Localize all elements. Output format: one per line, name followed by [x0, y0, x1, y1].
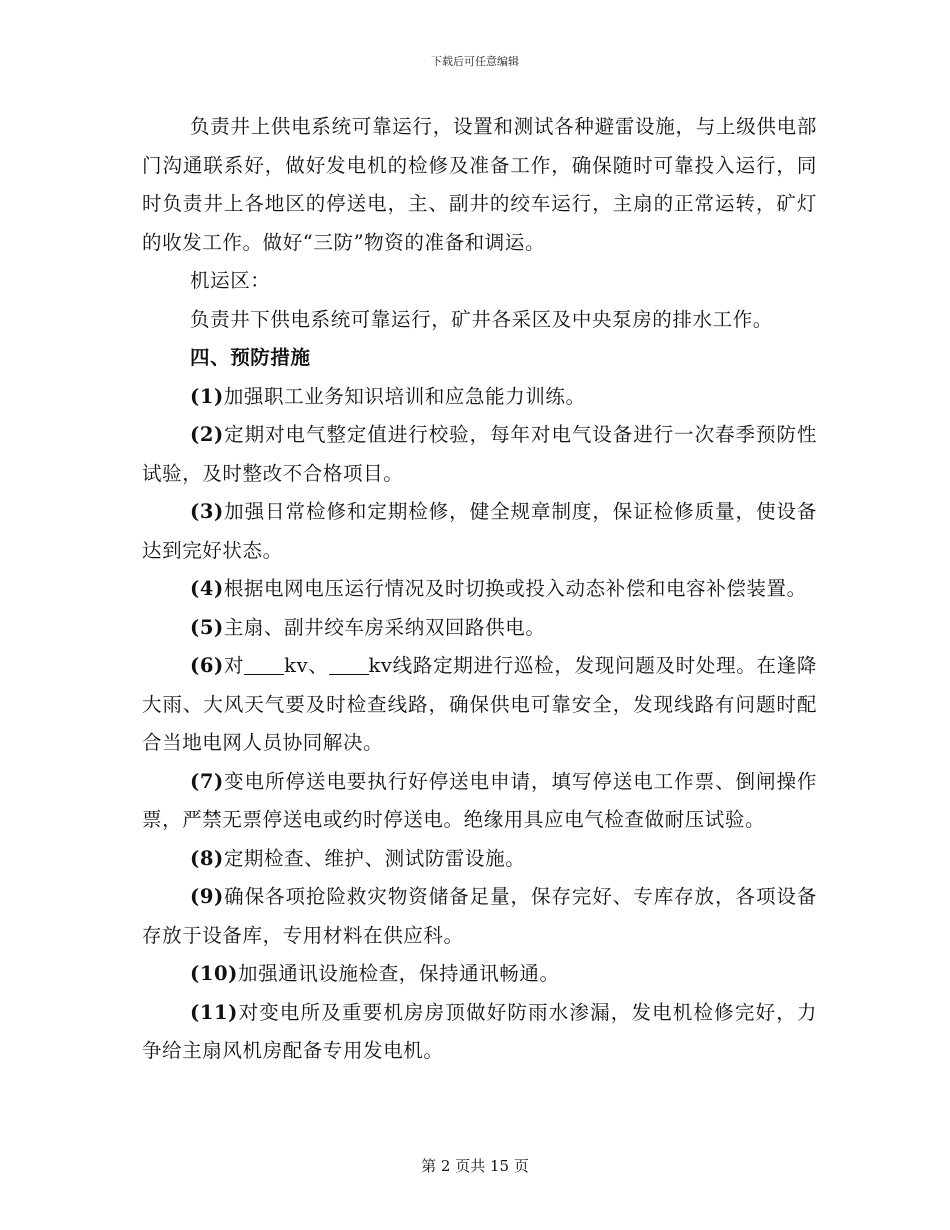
item-text: 加强通讯设施检查，保持通讯畅通。 [238, 962, 560, 985]
item-number: (1) [190, 384, 224, 408]
item-text: 对变电所及重要机房房顶做好防雨水渗漏，发电机检修完好，力争给主扇风机房配备专用发电机。 [142, 1000, 817, 1062]
item-number: (4) [190, 577, 224, 600]
item-number: (7) [190, 769, 224, 793]
unit-label: kv、 [284, 654, 329, 677]
list-item [142, 416, 817, 493]
list-item [142, 763, 817, 840]
item-text: 确保各项抢险救灾物资储备足量，保存完好、专库存放，各项设备存放于设备库，专用材料在供应科。 [142, 885, 817, 947]
item-text: 根据电网电压运行情况及时切换或投入动态补偿和电容补偿装置。 [223, 577, 807, 600]
item-number: (9) [190, 885, 224, 908]
page-header: 下载后可任意编辑 [431, 55, 519, 68]
paragraph-underground-power: 负责井下供电系统可靠运行，矿井各采区及中央泵房的排水工作。 [190, 307, 773, 331]
paragraph-surface-power: 负责井上供电系统可靠运行，设置和测试各种避雷设施，与上级供电部门沟通联系好，做好发电机的检修及准备工作，确保随时可靠投入运行，同时负责井上各地区的停送电，主、副井的绞车运行，主扇的正常运转，矿灯的收发工作。做好“三防”物资的准备和调运。 [142, 115, 817, 254]
item-text: 定期对电气整定值进行校验，每年对电气设备进行一次春季预防性试验，及时整改不合格项目。 [142, 423, 817, 485]
item-text: 加强职工业务知识培训和应急能力训练。 [223, 384, 586, 408]
item-text: 加强日常检修和定期检修，健全规章制度，保证检修质量，使设备达到完好状态。 [142, 500, 817, 562]
list-item [142, 878, 817, 955]
paragraph-section-label: 机运区： [190, 269, 271, 292]
item-text: 定期检查、维护、测试防雷设施。 [223, 846, 526, 870]
list-item [142, 955, 817, 994]
item-text: 线路定期进行巡检，发现问题及时处理。在逢降大雨、大风天气要及时检查线路，确保供电可靠安全，发现线路有问题时配合当地电网人员协同解决。 [142, 654, 817, 754]
item-text: 主扇、副井绞车房采纳双回路供电。 [223, 615, 546, 639]
document-body [142, 108, 817, 1071]
item-number: (8) [190, 846, 224, 870]
list-item [142, 994, 817, 1071]
list-item [142, 570, 817, 609]
unit-label: kv [368, 654, 393, 677]
item-prefix: 对 [223, 654, 245, 677]
item-number: (6) [190, 654, 224, 677]
blank-line [329, 655, 369, 676]
blank-line [244, 655, 284, 676]
item-number: (2) [190, 423, 224, 446]
list-item [142, 378, 817, 417]
list-item [142, 840, 817, 879]
item-number: (3) [190, 500, 224, 523]
item-number: (10) [190, 962, 238, 985]
list-item [142, 493, 817, 570]
item-number: (5) [190, 615, 224, 639]
list-item [142, 609, 817, 648]
section-heading: 四、预防措施 [190, 346, 311, 369]
list-item [142, 647, 817, 763]
item-number: (11) [190, 1000, 238, 1024]
item-text: 变电所停送电要执行好停送电申请，填写停送电工作票、倒闸操作票，严禁无票停送电或约时停送电。绝缘用具应电气检查做耐压试验。 [142, 769, 817, 831]
page-footer: 第 2 页共 15 页 [421, 1157, 529, 1175]
